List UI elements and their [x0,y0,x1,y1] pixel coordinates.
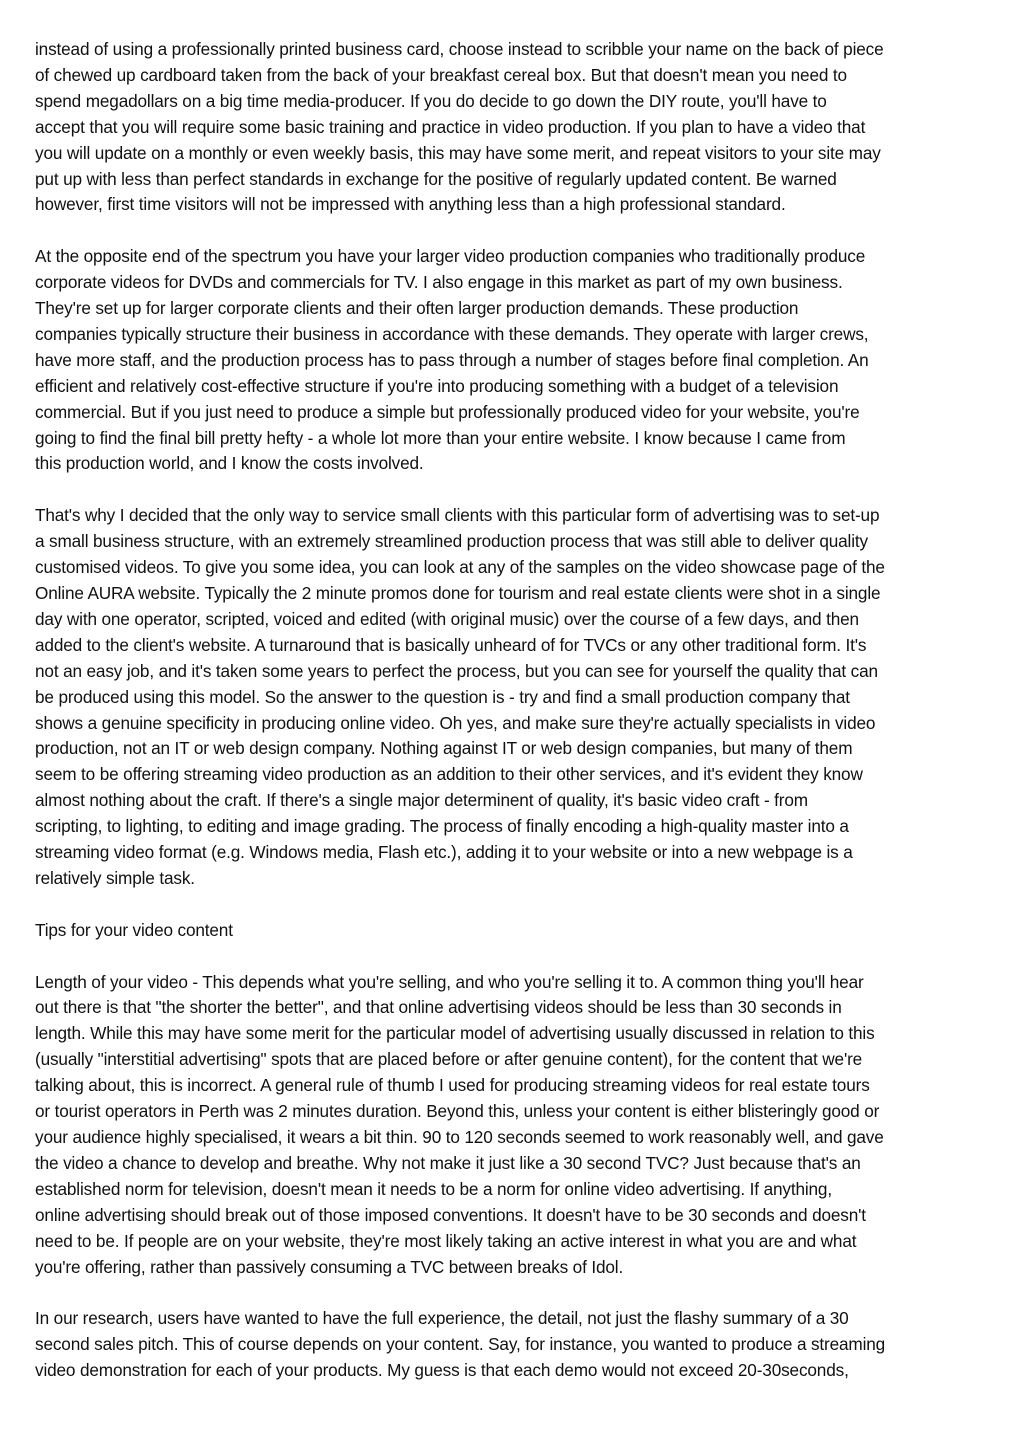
text-line: spend megadollars on a big time media-producer. If you do decide to go down the DIY route, you'll have to [35,90,827,111]
text-line: put up with less than perfect standards in exchange for the positive of regularly updated content. Be warned [35,168,837,189]
text-line: have more staff, and the production process has to pass through a number of stages before final completion. An [35,349,869,370]
text-line: established norm for television, doesn't mean it needs to be a norm for online video advertising. If anything, [35,1178,832,1199]
text-line: going to find the final bill pretty hefty - a whole lot more than your entire website. I know because I came from [35,427,846,448]
text-line: the video a chance to develop and breathe. Why not make it just like a 30 second TVC? Just because that's an [35,1152,861,1173]
paragraph [35,37,995,218]
paragraph [35,503,995,892]
paragraph [35,970,995,1281]
text-line: streaming video format (e.g. Windows media, Flash etc.), adding it to your website or into a new webpage is a [35,842,853,863]
text-line: a small business structure, with an extremely streamlined production process that was still able to deliver quality [35,531,868,552]
paragraph [35,244,995,477]
text-line: accept that you will require some basic training and practice in video production. If you plan to have a video that [35,116,866,137]
text-line: of chewed up cardboard taken from the back of your breakfast cereal box. But that doesn't mean you need to [35,64,847,85]
text-line: (usually "interstitial advertising" spots that are placed before or after genuine content), for the content that we're [35,1049,863,1070]
text-line: Online AURA website. Typically the 2 minute promos done for tourism and real estate clients were shot in a single [35,583,881,603]
text-line: be produced using this model. So the answer to the question is - try and find a small production company that [35,686,850,707]
text-line: video demonstration for each of your products. My guess is that each demo would not exceed 20-30seconds, [35,1360,849,1381]
text-line: seem to be offering streaming video production as an addition to their other services, and it's evident they know [35,764,863,785]
text-line: online advertising should break out of those imposed conventions. It doesn't have to be 30 seconds and doesn't [35,1204,866,1225]
text-line: need to be. If people are on your website, they're most likely taking an active interest in what you are and what [35,1230,857,1251]
text-line: second sales pitch. This of course depends on your content. Say, for instance, you wanted to produce a streaming [35,1334,886,1355]
text-line: added to the client's website. A turnaround that is basically unheard of for TVCs or any other traditional form. It's [35,634,867,655]
text-line: commercial. But if you just need to produce a simple but professionally produced video for your website, you're [35,401,860,422]
text-line: or tourist operators in Perth was 2 minutes duration. Beyond this, unless your content is either blisteringly good or [35,1101,880,1122]
text-line: Length of your video - This depends what you're selling, and who you're selling it to. A common thing you'll hear [35,971,864,992]
text-line: At the opposite end of the spectrum you have your larger video production companies who traditionally produce [35,246,866,267]
text-line: you will update on a monthly or even weekly basis, this may have some merit, and repeat visitors to your site may [35,142,881,163]
text-line: you're offering, rather than passively consuming a TVC between breaks of Idol. [35,1256,624,1277]
text-line: In our research, users have wanted to have the full experience, the detail, not just the flashy summary of a 30 [35,1308,849,1329]
text-line: Tips for your video content [35,919,233,940]
document-body [35,37,995,1410]
text-line: They're set up for larger corporate clients and their often larger production demands. These production [35,298,799,319]
text-line: companies typically structure their business in accordance with these demands. They operate with larger crews, [35,323,869,344]
text-line: talking about, this is incorrect. A general rule of thumb I used for producing streaming videos for real estate tours [35,1075,870,1096]
text-line: relatively simple task. [35,867,195,888]
text-line: instead of using a professionally printed business card, choose instead to scribble your name on the back of piece [35,39,884,59]
text-line: efficient and relatively cost-effective structure if you're into producing something with a budget of a television [35,375,839,396]
text-line: length. While this may have some merit for the particular model of advertising usually discussed in relation to this [35,1023,875,1044]
text-line: shows a genuine specificity in producing online video. Oh yes, and make sure they're actually specialists in video [35,712,876,733]
text-line: this production world, and I know the costs involved. [35,453,424,474]
paragraph [35,1306,995,1384]
section-heading [35,918,995,944]
text-line: corporate videos for DVDs and commercials for TV. I also engage in this market as part of my own business. [35,272,843,293]
text-line: however, first time visitors will not be impressed with anything less than a high professional standard. [35,194,786,215]
text-line: day with one operator, scripted, voiced and edited (with original music) over the course of a few days, and then [35,608,859,629]
text-line: out there is that "the shorter the better", and that online advertising videos should be less than 30 seconds in [35,997,842,1018]
text-line: almost nothing about the craft. If there's a single major determinent of quality, it's basic video craft - from [35,790,808,811]
text-line: scripting, to lighting, to editing and image grading. The process of finally encoding a high-quality master into a [35,816,849,837]
text-line: customised videos. To give you some idea, you can look at any of the samples on the video showcase page of the [35,557,885,578]
text-line: That's why I decided that the only way to service small clients with this particular form of advertising was to set-up [35,505,880,526]
text-line: production, not an IT or web design company. Nothing against IT or web design companies, but many of them [35,738,853,759]
text-line: your audience highly specialised, it wears a bit thin. 90 to 120 seconds seemed to work reasonably well, and gave [35,1127,884,1147]
text-line: not an easy job, and it's taken some years to perfect the process, but you can see for yourself the quality that can [35,660,878,681]
